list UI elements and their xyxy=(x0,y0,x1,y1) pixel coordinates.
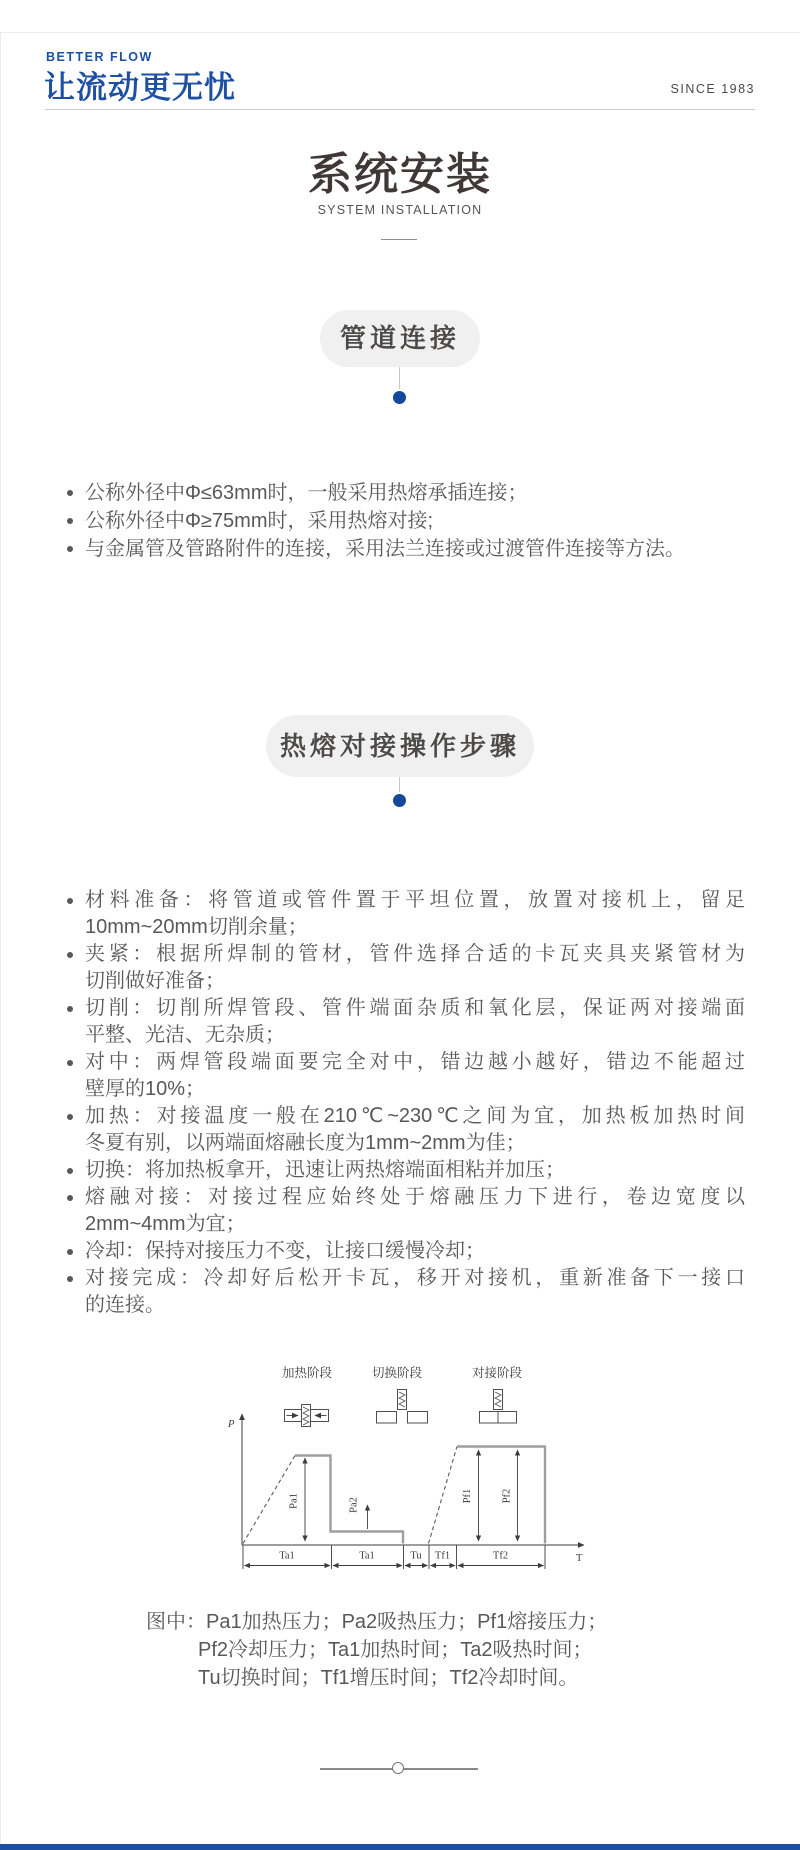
section-badge-pipe-connection: 管道连接 xyxy=(320,310,480,367)
list-item xyxy=(62,1103,745,1157)
list-item-text: 对中：两焊管段端面要完全对中，错边越小越好，错边不能超过 xyxy=(85,1051,745,1073)
diagram-caption xyxy=(146,1608,607,1692)
list-item-text: 平整、光洁、无杂质； xyxy=(85,1024,285,1046)
ta2-label: Ta1 xyxy=(359,1550,375,1562)
ta1-label: Ta1 xyxy=(279,1550,295,1562)
list-item xyxy=(62,887,745,941)
pf2-label: Pf2 xyxy=(501,1488,513,1504)
brand-tagline: BETTER FLOW xyxy=(46,50,153,64)
page-title: 系统安装 xyxy=(308,150,492,199)
title-ornament-line xyxy=(381,239,417,240)
list-item-text: 加热：对接温度一般在210℃~230℃之间为宜，加热板加热时间 xyxy=(85,1105,745,1127)
list-item xyxy=(62,941,745,995)
list-item-text: 切削：切削所焊管段、管件端面杂质和氧化层，保证两对接端面 xyxy=(85,997,745,1019)
list-item-text: 切换：将加热板拿开，迅速让两热熔端面相粘并加压； xyxy=(85,1159,565,1181)
page-top-border xyxy=(0,32,800,33)
list-item xyxy=(62,535,752,563)
list-item-text: 壁厚的10%； xyxy=(85,1078,206,1100)
badge-connector-line xyxy=(399,777,400,792)
p-axis-label: P xyxy=(228,1419,235,1430)
list-item-text: 熔融对接：对接过程应始终处于熔融压力下进行，卷边宽度以 xyxy=(85,1186,745,1208)
page-left-border xyxy=(0,32,1,1850)
footer-ornament-circle xyxy=(392,1762,404,1774)
tf2-label: Tf2 xyxy=(492,1550,509,1562)
list-item xyxy=(62,1157,745,1184)
list-item-text: 公称外径中Φ≥75mm时，采用热熔对接; xyxy=(85,510,434,532)
list-item-text: 材料准备：将管道或管件置于平坦位置，放置对接机上，留足 xyxy=(85,889,745,911)
brand-logo: 让流动更无忧 xyxy=(44,70,236,105)
pf1-label: Pf1 xyxy=(462,1488,473,1504)
list-item-text: 对接完成：冷却好后松开卡瓦，移开对接机，重新准备下一接口 xyxy=(85,1267,745,1289)
list-item xyxy=(62,1265,745,1319)
list-item xyxy=(62,995,745,1049)
pressure-time-diagram xyxy=(180,1352,610,1587)
pa1-label: Pa1 xyxy=(288,1493,300,1509)
jointing-stage-icon xyxy=(480,1390,517,1424)
caption-line: 图中：Pa1加热压力；Pa2吸热压力；Pf1熔接压力； xyxy=(146,1611,608,1633)
pipe-connection-list xyxy=(62,479,752,563)
since-label: SINCE 1983 xyxy=(670,82,755,96)
badge-connector-dot xyxy=(393,391,406,404)
badge-connector-line xyxy=(399,367,400,389)
t-axis-label: T xyxy=(576,1553,583,1564)
caption-line: Tu切换时间；Tf1增压时间；Tf2冷却时间。 xyxy=(198,1667,579,1689)
list-item-text: 的连接。 xyxy=(85,1294,165,1316)
switching-stage-icon xyxy=(377,1390,428,1424)
list-item-text: 2mm~4mm为宜； xyxy=(85,1213,246,1235)
list-item-text: 夹紧：根据所焊制的管材，管件选择合适的卡瓦夹具夹紧管材为 xyxy=(85,943,745,965)
badge-connector-dot xyxy=(393,794,406,807)
fusion-steps-list xyxy=(62,887,745,1319)
stage-label-jointing: 对接阶段 xyxy=(471,1366,523,1380)
profile-ramp-2 xyxy=(429,1447,458,1544)
stage-label-switching: 切换阶段 xyxy=(371,1366,423,1380)
list-item xyxy=(62,1184,745,1238)
tf1-label: Tf1 xyxy=(434,1550,451,1562)
list-item-text: 切削做好准备； xyxy=(85,970,225,992)
list-item xyxy=(62,1049,745,1103)
section-badge-fusion-steps: 热熔对接操作步骤 xyxy=(266,715,534,777)
list-item xyxy=(62,479,752,507)
tu-label: Tu xyxy=(410,1550,422,1562)
stage-label-heating: 加热阶段 xyxy=(281,1366,333,1380)
pa2-label: Pa2 xyxy=(348,1497,360,1513)
list-item-text: 与金属管及管路附件的连接，采用法兰连接或过渡管件连接等方法。 xyxy=(85,538,685,560)
list-item xyxy=(62,1238,745,1265)
list-item-text: 冷却：保持对接压力不变，让接口缓慢冷却； xyxy=(85,1240,485,1262)
heating-stage-icon xyxy=(285,1405,329,1427)
caption-line: Pf2冷却压力；Ta1加热时间；Ta2吸热时间； xyxy=(198,1639,593,1661)
list-item xyxy=(62,507,752,535)
footer-ornament xyxy=(320,1762,478,1775)
list-item-text: 10mm~20mm切削余量； xyxy=(85,916,308,938)
bottom-accent-bar xyxy=(0,1844,800,1850)
profile-ramp-1 xyxy=(243,1456,295,1544)
page-subtitle: SYSTEM INSTALLATION xyxy=(317,203,483,217)
header-divider xyxy=(45,109,755,110)
list-item-text: 冬夏有别，以两端面熔融长度为1mm~2mm为佳； xyxy=(85,1132,526,1154)
list-item-text: 公称外径中Φ≤63mm时，一般采用热熔承插连接； xyxy=(85,482,528,504)
